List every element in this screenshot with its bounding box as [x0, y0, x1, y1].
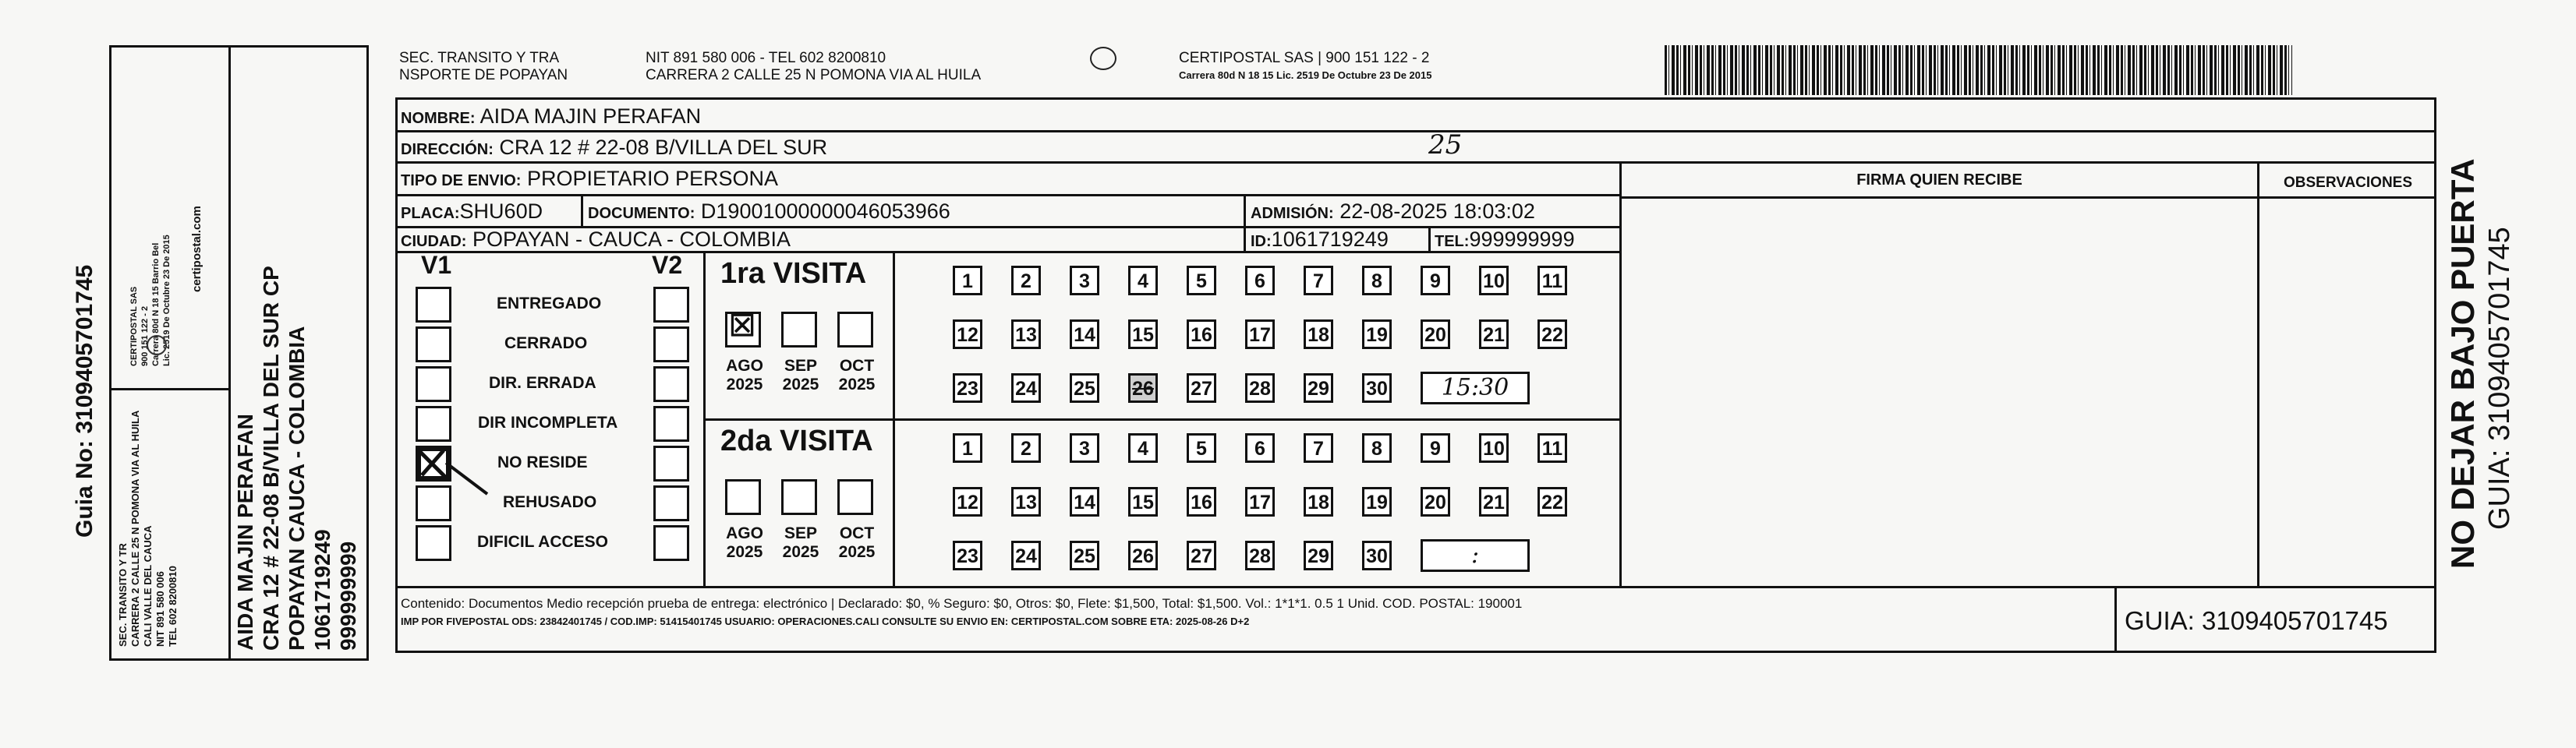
v2-entregado-checkbox[interactable] — [653, 287, 689, 323]
visit-day-box[interactable]: 9 — [1421, 266, 1450, 295]
v2-no-reside-checkbox[interactable] — [653, 446, 689, 482]
stub-website: certipostal.com — [190, 206, 203, 292]
field-admision: ADMISIÓN: 22-08-2025 18:03:02 — [1251, 199, 1535, 223]
visit-day-box[interactable]: 6 — [1245, 266, 1275, 295]
visit-month-label: SEP 2025 — [782, 524, 819, 561]
visit1-day-grid — [943, 259, 1614, 415]
courier-logo — [147, 335, 167, 355]
status-label: DIFICIL ACCESO — [477, 533, 609, 551]
header-sender: SEC. TRANSITO Y TRA NSPORTE DE POPAYAN — [399, 50, 568, 83]
direccion-handwritten: 25 — [1428, 129, 1463, 161]
visit-day-box[interactable]: 23 — [953, 373, 982, 403]
v2-dir-incompleta-checkbox[interactable] — [653, 406, 689, 442]
visit-day-box[interactable]: 3 — [1070, 433, 1099, 463]
v1-entregado-checkbox[interactable] — [416, 287, 451, 323]
header-nit: NIT 891 580 006 - TEL 602 8200810 CARRERA 2 CALLE 25 N POMONA VIA AL HUILA — [646, 50, 982, 83]
stub — [0, 0, 390, 748]
visit-day-box[interactable]: 1 — [953, 266, 982, 295]
barcode — [1665, 45, 2292, 95]
visit-time-box[interactable]: 15:30 — [1421, 372, 1530, 404]
visit-day-box[interactable]: 7 — [1304, 433, 1333, 463]
visit-month-label: SEP 2025 — [782, 357, 819, 393]
stub-recipient: AIDA MAJIN PERAFAN CRA 12 # 22-08 B/VILLA DEL SUR CP POPAYAN CAUCA - COLOMBIA 1061719249 999999999 — [233, 266, 360, 651]
footer-guia: GUIA: 3109405701745 — [2125, 606, 2388, 635]
visit-day-box[interactable]: 18 — [1304, 319, 1333, 349]
visit-day-box[interactable]: 15 — [1128, 319, 1158, 349]
v2-dificil-acceso-checkbox[interactable] — [653, 525, 689, 561]
observaciones-label: OBSERVACIONES — [2283, 175, 2413, 191]
visit-day-box[interactable]: 8 — [1362, 433, 1392, 463]
stub-border-right — [228, 45, 231, 661]
visit-month-label: AGO 2025 — [726, 357, 763, 393]
status-label: DIR. ERRADA — [489, 374, 596, 392]
visit-day-box[interactable]: 4 — [1128, 266, 1158, 295]
visit-day-box[interactable]: 30 — [1362, 541, 1392, 570]
visit-day-box[interactable]: 21 — [1479, 319, 1509, 349]
visit-day-box[interactable]: 5 — [1187, 266, 1216, 295]
visit-day-box[interactable]: 29 — [1304, 373, 1333, 403]
visit-day-box[interactable]: 13 — [1011, 319, 1041, 349]
visit-day-box[interactable]: 17 — [1245, 487, 1275, 517]
visit-day-box[interactable]: 16 — [1187, 319, 1216, 349]
visit-day-box[interactable]: 19 — [1362, 319, 1392, 349]
v1-label: V1 — [421, 251, 452, 279]
visit-month-checkbox[interactable] — [837, 312, 873, 348]
visit-day-box[interactable]: 5 — [1187, 433, 1216, 463]
status-label: REHUSADO — [503, 493, 597, 511]
stub-border-left — [109, 45, 111, 661]
visit1-title: 1ra VISITA — [720, 257, 867, 290]
v2-rehusado-checkbox[interactable] — [653, 485, 689, 521]
stub-courier: CERTIPOSTAL SAS 900 151 122 - 2 Carrera 80d N 18 15 Barrio Bel Lic. 2519 De Octubre 23 De 2015 — [129, 235, 172, 366]
visit1-months — [717, 312, 889, 417]
field-direccion: DIRECCIÓN: CRA 12 # 22-08 B/VILLA DEL SUR — [401, 136, 828, 159]
visit-day-box[interactable]: 6 — [1245, 433, 1275, 463]
visit-day-box[interactable]: 10 — [1479, 433, 1509, 463]
stub-guide-number: Guia No: 3109405701745 — [72, 264, 97, 538]
field-documento: DOCUMENTO: D19001000000046053966 — [588, 199, 950, 223]
v2-dir-errada-checkbox[interactable] — [653, 366, 689, 402]
visit-day-box[interactable]: 26 — [1128, 373, 1158, 403]
visit-day-box[interactable]: 9 — [1421, 433, 1450, 463]
visit-day-box[interactable]: 20 — [1421, 319, 1450, 349]
visit-day-box[interactable]: 3 — [1070, 266, 1099, 295]
side-warning: NO DEJAR BAJO PUERTA — [2444, 158, 2481, 569]
visit-day-box[interactable]: 1 — [953, 433, 982, 463]
v1-cerrado-checkbox[interactable] — [416, 326, 451, 362]
visit-day-box[interactable]: 10 — [1479, 266, 1509, 295]
footer-contenido: Contenido: Documentos Medio recepción prueba de entrega: electrónico | Declarado: $0, % Seguro: $0, Otros: $0, Flete: $1,500, Total: $1,500. Vol.: 1*1*1. 0.5 1 Unid. COD. POSTAL: 190001 — [401, 596, 1523, 611]
visit-month-checkbox[interactable] — [837, 479, 873, 515]
visit-day-box[interactable]: 29 — [1304, 541, 1333, 570]
field-tel: TEL:999999999 — [1435, 228, 1575, 251]
visit-day-box[interactable]: 12 — [953, 319, 982, 349]
visit2-months — [717, 479, 889, 584]
visit-day-box[interactable]: 13 — [1011, 487, 1041, 517]
stub-border-top — [109, 45, 369, 48]
header-courier: CERTIPOSTAL SAS | 900 151 122 - 2 Carrera 80d N 18 15 Lic. 2519 De Octubre 23 De 2015 — [1179, 50, 1432, 81]
status-label: NO RESIDE — [497, 453, 588, 471]
field-placa: PLACA:SHU60D — [401, 199, 543, 223]
field-id: ID:1061719249 — [1251, 228, 1389, 251]
visit-day-box[interactable]: 8 — [1362, 266, 1392, 295]
status-label: DIR INCOMPLETA — [478, 414, 618, 432]
visit-day-box[interactable]: 25 — [1070, 373, 1099, 403]
visit-day-box[interactable]: 21 — [1479, 487, 1509, 517]
visit-day-box[interactable]: 15 — [1128, 487, 1158, 517]
side-guia: GUIA: 3109405701745 — [2483, 227, 2516, 530]
firma-label: FIRMA QUIEN RECIBE — [1856, 171, 2022, 189]
visit-day-box[interactable]: 28 — [1245, 541, 1275, 570]
visit2-day-grid — [943, 426, 1614, 582]
v1-rehusado-checkbox[interactable] — [416, 485, 451, 521]
status-label: ENTREGADO — [497, 295, 602, 312]
visit-day-box[interactable]: 28 — [1245, 373, 1275, 403]
visit-day-box[interactable]: 4 — [1128, 433, 1158, 463]
visit-month-checkbox[interactable] — [725, 312, 761, 348]
visit-day-box[interactable]: 12 — [953, 487, 982, 517]
visit-day-box[interactable]: 26 — [1128, 541, 1158, 570]
visit-day-box[interactable]: 23 — [953, 541, 982, 570]
visit-month-label: AGO 2025 — [726, 524, 763, 561]
visit-day-box[interactable]: 2 — [1011, 433, 1041, 463]
visit-month-checkbox[interactable] — [781, 479, 817, 515]
header-logo-icon — [1090, 47, 1116, 70]
visit-day-box[interactable]: 24 — [1011, 541, 1041, 570]
visit-day-box[interactable]: 18 — [1304, 487, 1333, 517]
v1-dir-incompleta-checkbox[interactable] — [416, 406, 451, 442]
visit-day-box[interactable]: 27 — [1187, 373, 1216, 403]
visit2-title: 2da VISITA — [720, 425, 873, 457]
visit-month-label: OCT 2025 — [838, 357, 876, 393]
visit-day-box[interactable]: 24 — [1011, 373, 1041, 403]
visit-time-box[interactable]: : — [1421, 539, 1530, 572]
visit-day-box[interactable]: 11 — [1537, 266, 1567, 295]
visit-day-box[interactable]: 25 — [1070, 541, 1099, 570]
visit-day-box[interactable]: 19 — [1362, 487, 1392, 517]
field-ciudad: CIUDAD: POPAYAN - CAUCA - COLOMBIA — [401, 228, 791, 251]
visit-month-label: OCT 2025 — [838, 524, 876, 561]
visit-day-box[interactable]: 22 — [1537, 319, 1567, 349]
field-nombre: NOMBRE: AIDA MAJIN PERAFAN — [401, 104, 702, 128]
v1-dificil-acceso-checkbox[interactable] — [416, 525, 451, 561]
visit-day-box[interactable]: 14 — [1070, 319, 1099, 349]
field-tipo: TIPO DE ENVIO: PROPIETARIO PERSONA — [401, 167, 779, 190]
visit-day-box[interactable]: 14 — [1070, 487, 1099, 517]
visit-day-box[interactable]: 17 — [1245, 319, 1275, 349]
v2-cerrado-checkbox[interactable] — [653, 326, 689, 362]
visit-day-box[interactable]: 16 — [1187, 487, 1216, 517]
footer-imp: IMP POR FIVEPOSTAL ODS: 23842401745 / COD.IMP: 51415401745 USUARIO: OPERACIONES.CALI CONSULTE SU ENVIO EN: CERTIPOSTAL.COM SOBRE ETA: 2025-08-26 D+2 — [401, 616, 1250, 627]
visit-day-box[interactable]: 27 — [1187, 541, 1216, 570]
v2-label: V2 — [652, 251, 683, 279]
stub-border-bottom — [109, 658, 369, 661]
visit-day-box[interactable]: 22 — [1537, 487, 1567, 517]
visit-day-box[interactable]: 20 — [1421, 487, 1450, 517]
stub-sender: SEC. TRANSITO Y TR CARRERA 2 CALLE 25 N POMONA VIA AL HUILA CALI VALLE DEL CAUCA NIT 891 580 006 TEL 602 8200810 — [117, 410, 179, 647]
stub-divider — [109, 388, 228, 390]
visit-day-box[interactable]: 11 — [1537, 433, 1567, 463]
status-label: CERRADO — [504, 334, 588, 352]
stub-border-right2 — [366, 45, 369, 661]
visit-month-checkbox[interactable] — [781, 312, 817, 348]
v1-dir-errada-checkbox[interactable] — [416, 366, 451, 402]
visit-day-box[interactable]: 30 — [1362, 373, 1392, 403]
check-mark-icon: ☒ — [729, 310, 756, 343]
visit-day-box[interactable]: 2 — [1011, 266, 1041, 295]
visit-month-checkbox[interactable] — [725, 479, 761, 515]
visit-day-box[interactable]: 7 — [1304, 266, 1333, 295]
no-reside-pen-stroke — [444, 460, 491, 499]
